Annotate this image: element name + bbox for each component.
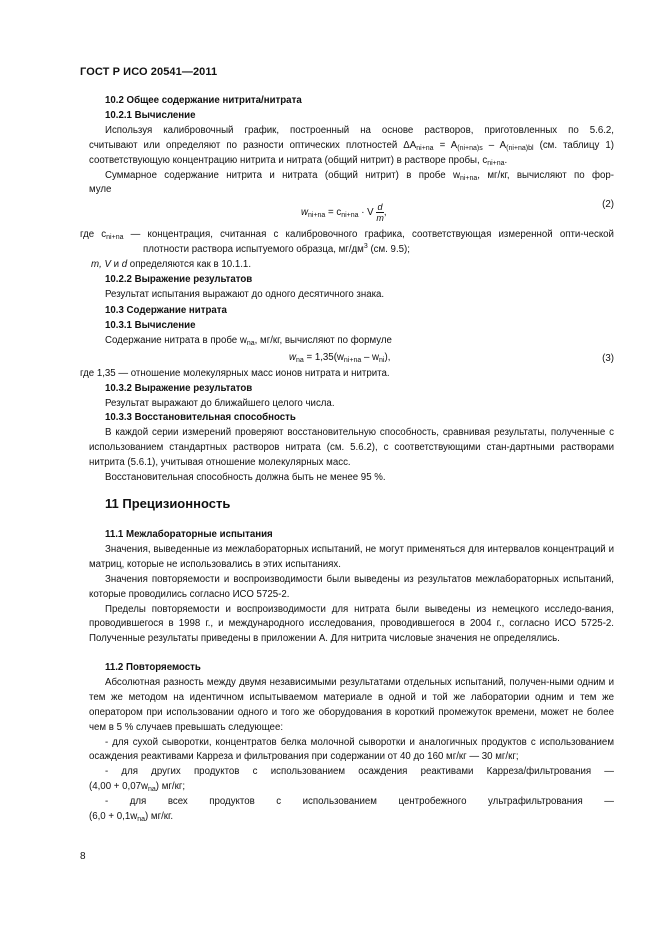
list-item-continuation: $(4,00 + 0,07w_{na})$ мг/кг; (89, 781, 186, 794)
paragraph-text: Значения, выведенные из межлабораторных испытаний, не могут применяться для интервалов концентраций и матриц, которые не использовались в этих испытаниях. (89, 543, 614, 570)
paragraph-text: соответствующую концентрацию нитрита и нитрата (общий нитрит) в растворе пробы, $c_{ni+na}$. (89, 154, 508, 167)
where-clause: где $c_{ni+na}$ — концентрация, считанная с калибровочного графика, соответствующая измеренной опти-ческой плотности раствора испытуемого образца, $мг/дм^3$ (см. 9.5); (80, 229, 614, 256)
heading-10-2-2: 10.2.2 Выражение результатов (105, 274, 253, 286)
paragraph-text: m, V и d определяются как в 10.1.1. (91, 259, 252, 271)
paragraph-text: Пределы повторяемости и воспроизводимости для нитрата были выведены из немецкого исследо-вания, проводившегося в 1998 г., и международного исследования, проводившегося в 2004 г., согласно ИСО 5725-2. Полученные результаты приведены в приложении А. Для нитрита числовые значения не определялись. (89, 603, 614, 645)
paragraph-text: муле (89, 184, 112, 196)
list-item: - для всех продуктов с использованием центробежного ультрафильтрования — (105, 796, 614, 808)
section-10-3 (80, 304, 614, 486)
heading-10-3-1: 10.3.1 Вычисление (105, 319, 196, 331)
paragraph-text: В каждой серии измерений проверяют восстановительную способность, сравнивая результаты, полученные с использованием стандартных растворов нитрата (см. 5.6.2), с соответствующими стан-дартными растворами нитрита (5.6.1), учитывая отношение молекулярных масс. (89, 427, 614, 469)
paragraph-text: Результат испытания выражают до одного десятичного знака. (105, 288, 385, 300)
section-11 (89, 497, 614, 512)
formula-2 (89, 198, 614, 228)
heading-11-2: 11.2 Повторяемость (105, 662, 201, 673)
list-item-continuation: $(6,0 + 0,1w_{na})$ мг/кг. (89, 811, 174, 824)
paragraph-text: Абсолютная разность между двумя независимыми результатами отдельных испытаний, получен-ными одним и тем же методом на идентичном испытываемом материале в одной и той же лаборатории одним и тем же оператором при использовании одного и того же оборудования в короткий промежуток времени, может не более чем в 5 % случаев превышать следующее: (89, 676, 614, 733)
paragraph-text: считывают или определяют по разности оптических плотностей $\Delta A_{ni+na} = A_{(ni+na)s} - A_{(ni+na)bl}$ (см. таблицу 1) (89, 139, 615, 152)
section-11-2 (89, 661, 614, 825)
paragraph-text: Восстановительная способность должна быть не менее 95 %. (105, 472, 386, 484)
formula-number: (3) (602, 352, 614, 364)
paragraph-text: Результат выражают до ближайшего целого числа. (105, 397, 335, 409)
paragraph-text: Значения повторяемости и воспроизводимости были выведены из результатов межлабораторных испытаний, которые проводились согласно ИСО 5725-2. (89, 573, 614, 600)
formula-number: (2) (602, 199, 614, 211)
paragraph-text: Суммарное содержание нитрита и нитрата (общий нитрит) в пробе $w_{ni+na}$, мг/кг, вычисляют по фор- (105, 169, 614, 182)
paragraph-text: Используя калибровочный график, построенный на основе растворов, приготовленных по 5.6.2, (105, 124, 614, 136)
heading-10-3-3: 10.3.3 Восстановительная способность (105, 412, 296, 424)
heading-10-3: 10.3 Содержание нитрата (105, 305, 227, 316)
heading-11-1: 11.1 Межлабораторные испытания (105, 529, 273, 540)
document-header: ГОСТ Р ИСО 20541—2011 (80, 66, 218, 78)
section-10-2 (80, 94, 615, 303)
paragraph-text: Содержание нитрата в пробе $w_{na}$, мг/кг, вычисляют по формуле (105, 334, 392, 347)
formula-expression: $w_{ni+na} = c_{ni+na} \cdot V$ $\frac{d}{m}$ , (301, 202, 387, 224)
formula-3 (89, 349, 614, 367)
formula-expression: $w_{na} = 1,35(w_{ni+na} - w_{ni})$, (289, 351, 391, 364)
heading-11: 11 Прецизионность (105, 496, 231, 511)
where-clause: где 1,35 — отношение молекулярных масс ионов нитрата и нитрита. (80, 367, 390, 379)
page-number: 8 (80, 851, 86, 862)
list-item: - для других продуктов с использованием осаждения реактивами Карреза/фильтрования — (105, 766, 614, 778)
heading-10-2-1: 10.2.1 Вычисление (105, 109, 196, 121)
heading-10-2: 10.2 Общее содержание нитрита/нитрата (105, 95, 302, 106)
list-item: - для сухой сыворотки, концентратов белка молочной сыворотки и аналогичных продуктов с использованием осаждения реактивами Карреза и фильтрования при содержании от 40 до 160 мг/кг — 30 мг/кг; (89, 736, 614, 763)
section-11-1 (89, 528, 614, 647)
heading-10-3-2: 10.3.2 Выражение результатов (105, 382, 253, 394)
